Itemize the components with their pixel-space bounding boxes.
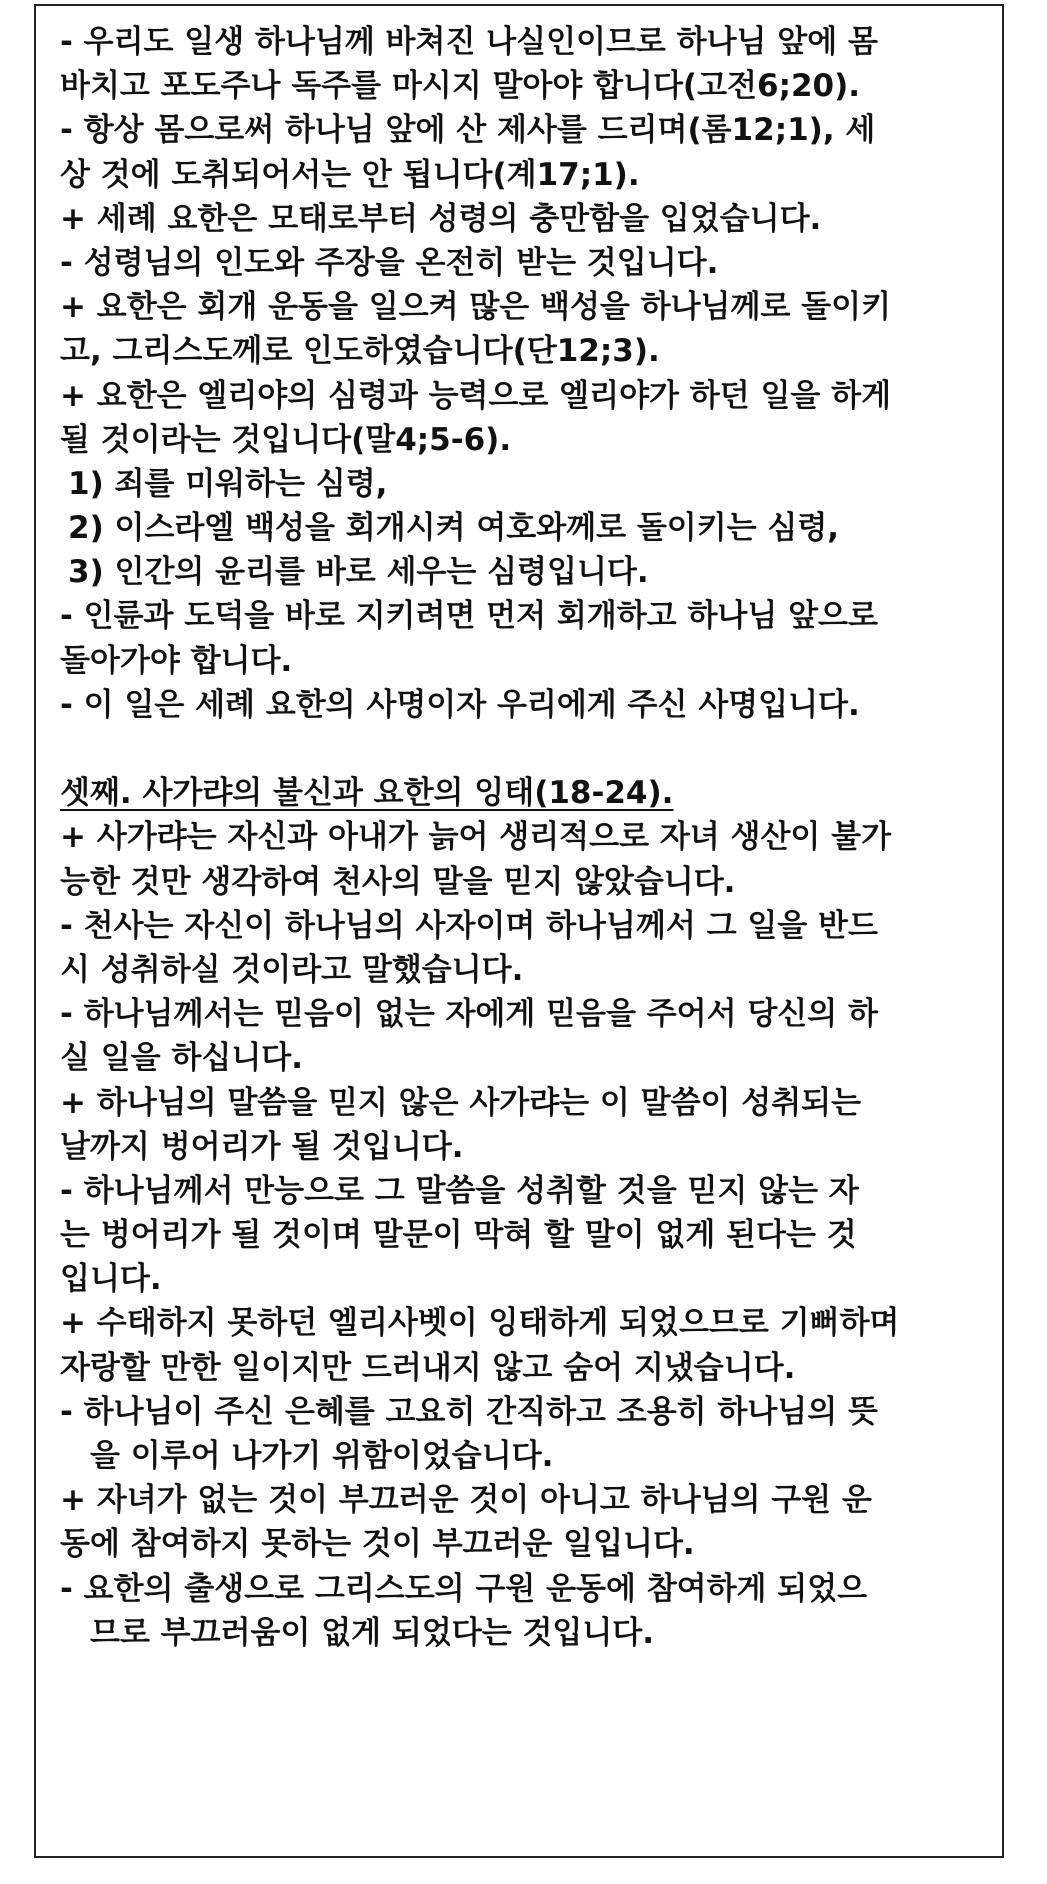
blank-line	[60, 727, 1000, 771]
text-line: 될 것이라는 것입니다(말4;5-6).	[60, 421, 512, 458]
text-line: 동에 참여하지 못하는 것이 부끄러운 일입니다.	[60, 1526, 695, 1563]
text-line: 실 일을 하십니다.	[60, 1040, 303, 1077]
text-line: - 요한의 출생으로 그리스도의 구원 운동에 참여하게 되었으	[60, 1570, 868, 1607]
text-line: + 자녀가 없는 것이 부끄러운 것이 아니고 하나님의 구원 운	[60, 1482, 872, 1519]
text-line: + 세례 요한은 모태로부터 성령의 충만함을 입었습니다.	[60, 200, 822, 237]
text-line: - 우리도 일생 하나님께 바쳐진 나실인이므로 하나님 앞에 몸	[60, 24, 878, 60]
text-line: - 성령님의 인도와 주장을 온전히 받는 것입니다.	[60, 244, 719, 281]
text-line: + 요한은 회개 운동을 일으켜 많은 백성을 하나님께로 돌이키	[60, 289, 892, 326]
text-line: 돌아가야 합니다.	[60, 642, 293, 679]
text-line: 능한 것만 생각하여 천사의 말을 믿지 않았습니다.	[60, 863, 736, 900]
numbered-item: 3) 인간의 윤리를 바로 세우는 심령입니다.	[68, 554, 649, 591]
text-line: 자랑할 만한 일이지만 드러내지 않고 숨어 지냈습니다.	[60, 1349, 796, 1386]
text-line: 상 것에 도취되어서는 안 됩니다(계17;1).	[60, 156, 640, 193]
text-line-indented: 므로 부끄러움이 없게 되었다는 것입니다.	[90, 1614, 655, 1651]
text-line: + 수태하지 못하던 엘리사벳이 잉태하게 되었으므로 기뻐하며	[60, 1305, 900, 1342]
text-line: 고, 그리스도께로 인도하였습니다(단12;3).	[60, 333, 660, 370]
section-heading: 셋째. 사가랴의 불신과 요한의 잉태(18-24).	[60, 775, 674, 812]
numbered-item: 2) 이스라엘 백성을 회개시켜 여호와께로 돌이키는 심령,	[68, 510, 840, 547]
text-line: - 하나님이 주신 은혜를 고요히 간직하고 조용히 하나님의 뜻	[60, 1393, 878, 1430]
text-line: - 하나님께서 만능으로 그 말씀을 성취할 것을 믿지 않는 자	[60, 1172, 859, 1209]
text-line: + 요한은 엘리야의 심령과 능력으로 엘리야가 하던 일을 하게	[60, 377, 892, 414]
text-line: + 하나님의 말씀을 믿지 않은 사가랴는 이 말씀이 성취되는	[60, 1084, 862, 1121]
text-line: 바치고 포도주나 독주를 마시지 말아야 합니다(고전6;20).	[60, 68, 861, 105]
text-line: - 인륜과 도덕을 바로 지키려면 먼저 회개하고 하나님 앞으로	[60, 598, 878, 635]
text-line: 는 벙어리가 될 것이며 말문이 막혀 할 말이 없게 된다는 것	[60, 1217, 857, 1254]
document-frame	[34, 4, 1004, 1858]
text-line: - 이 일은 세례 요한의 사명이자 우리에게 주신 사명입니다.	[60, 686, 860, 723]
text-line: 입니다.	[60, 1261, 162, 1298]
text-line: 날까지 벙어리가 될 것입니다.	[60, 1128, 464, 1165]
text-line: - 항상 몸으로써 하나님 앞에 산 제사를 드리며(롬12;1), 세	[60, 112, 876, 149]
text-line-indented: 을 이루어 나가기 위함이었습니다.	[90, 1438, 554, 1474]
text-line: 시 성취하실 것이라고 말했습니다.	[60, 951, 524, 988]
text-line: - 하나님께서는 믿음이 없는 자에게 믿음을 주어서 당신의 하	[60, 996, 878, 1033]
text-line: - 천사는 자신이 하나님의 사자이며 하나님께서 그 일을 반드	[60, 907, 878, 944]
document-body	[60, 20, 1000, 1655]
text-line: + 사가랴는 자신과 아내가 늙어 생리적으로 자녀 생산이 불가	[60, 819, 892, 856]
numbered-item: 1) 죄를 미워하는 심령,	[68, 465, 388, 502]
